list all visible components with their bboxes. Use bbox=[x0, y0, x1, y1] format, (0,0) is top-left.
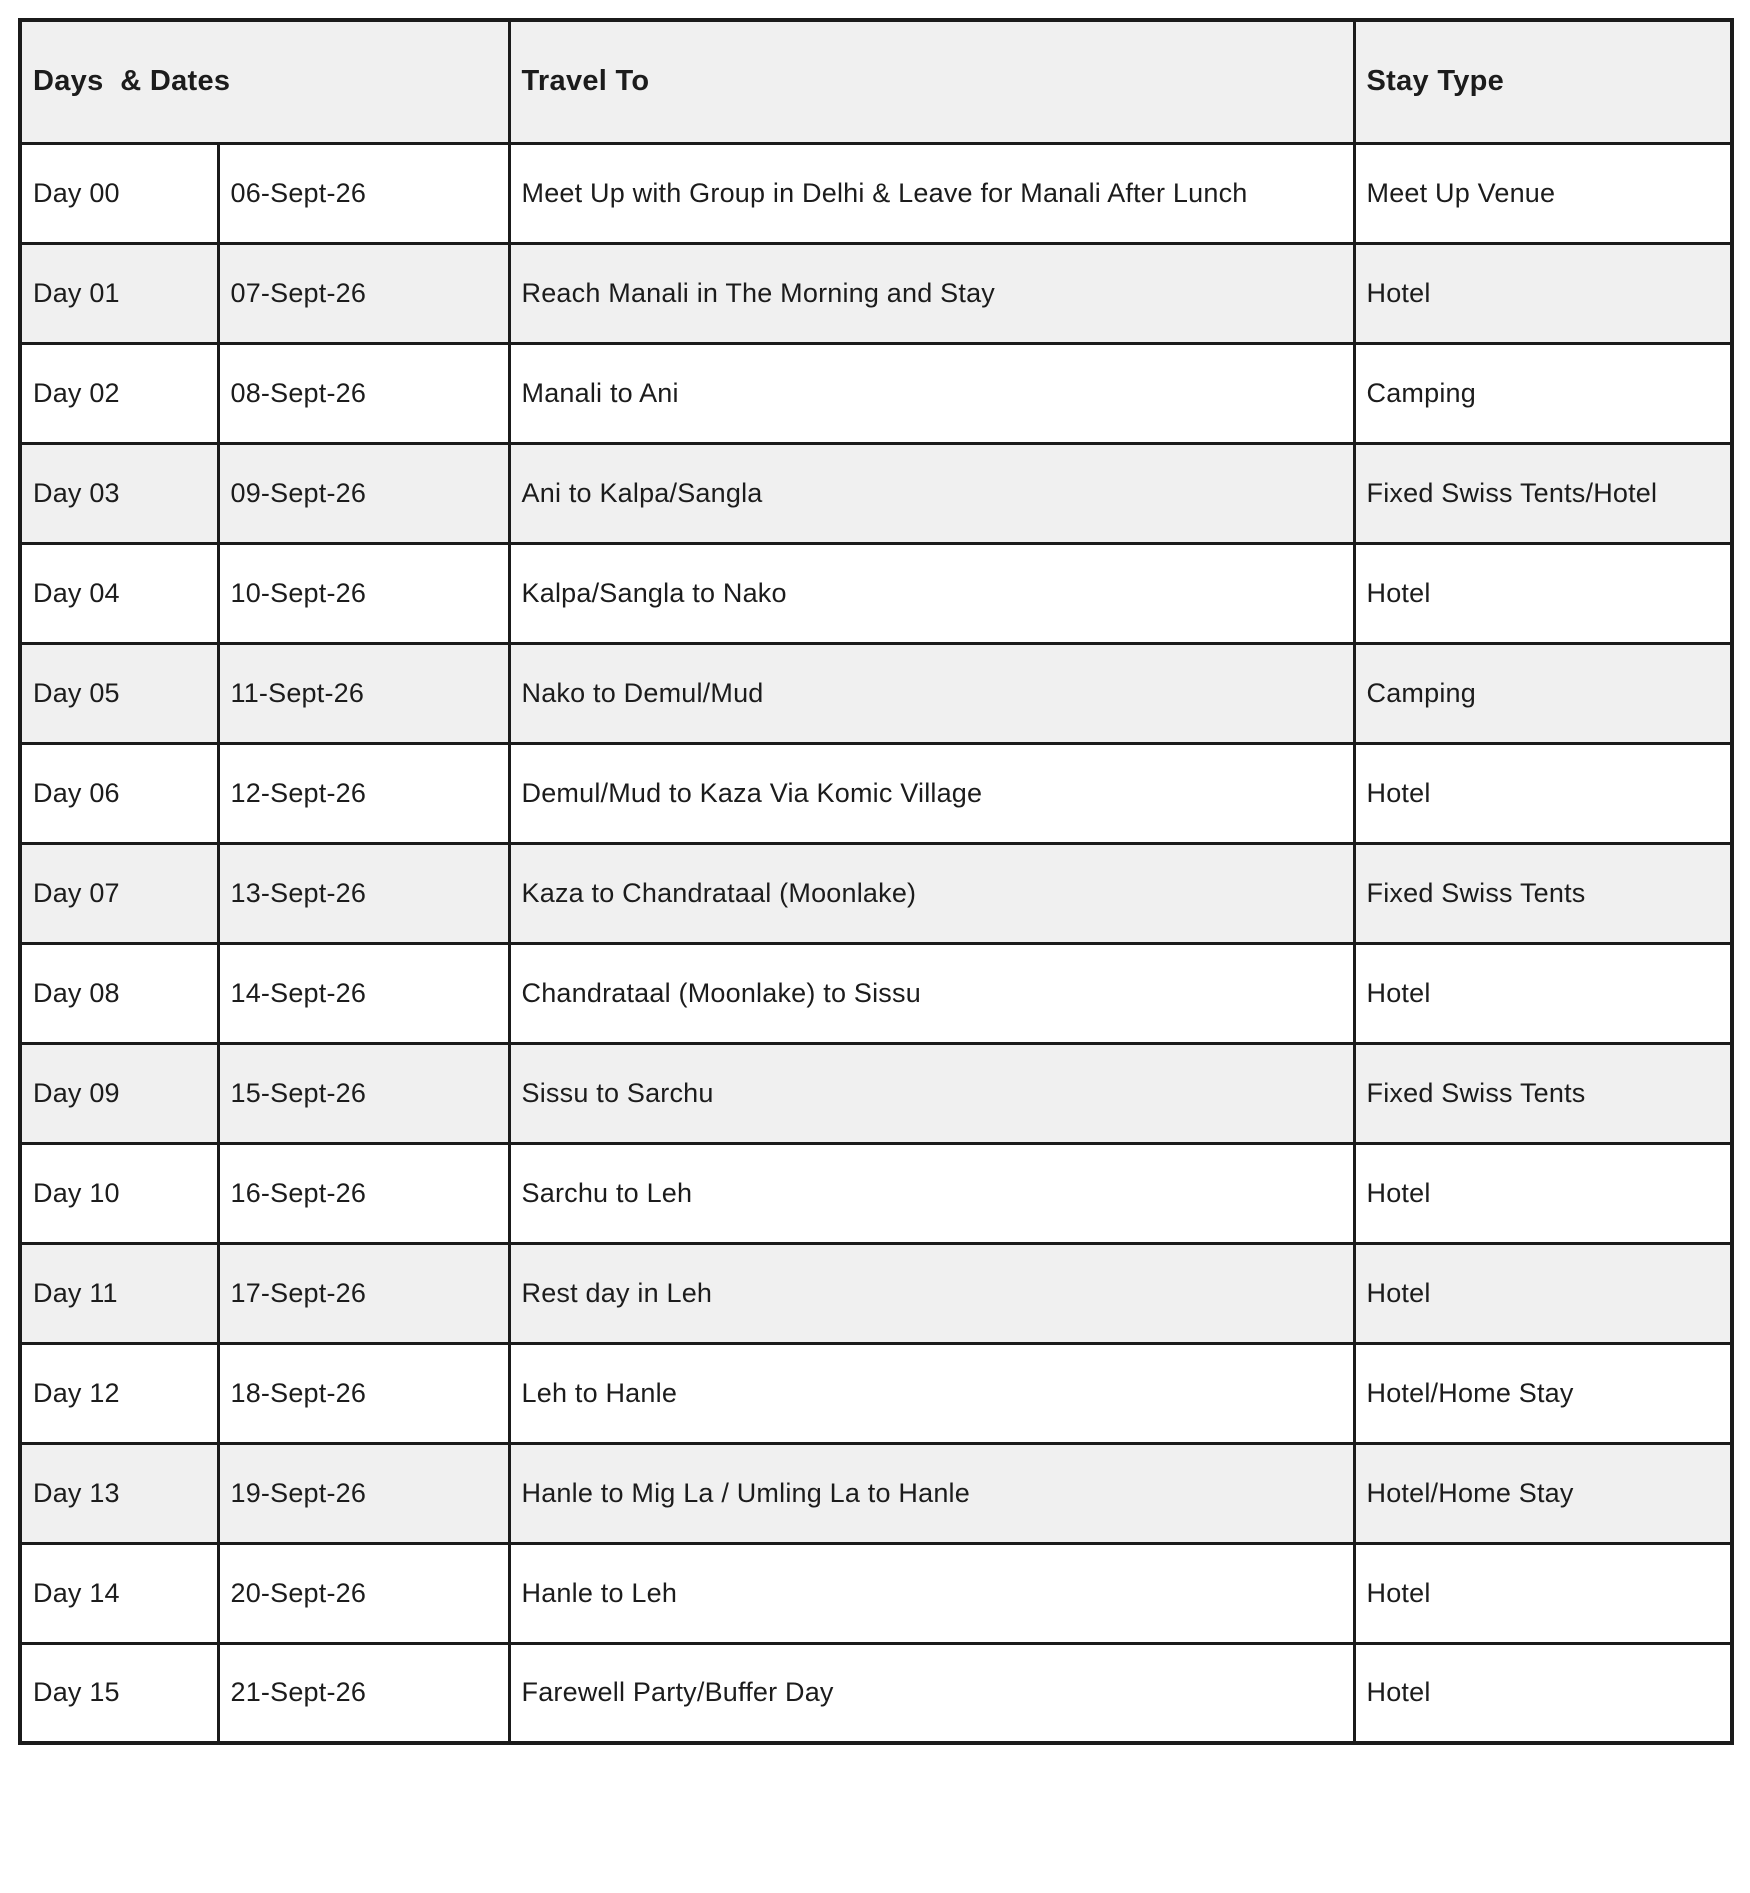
date-cell: 14-Sept-26 bbox=[218, 943, 509, 1043]
table-row bbox=[20, 843, 1732, 943]
date-cell: 19-Sept-26 bbox=[218, 1443, 509, 1543]
day-cell: Day 11 bbox=[20, 1243, 218, 1343]
table-row bbox=[20, 1243, 1732, 1343]
day-cell: Day 06 bbox=[20, 743, 218, 843]
stay-cell: Fixed Swiss Tents bbox=[1354, 843, 1732, 943]
date-cell: 16-Sept-26 bbox=[218, 1143, 509, 1243]
stay-cell: Fixed Swiss Tents bbox=[1354, 1043, 1732, 1143]
date-cell: 20-Sept-26 bbox=[218, 1543, 509, 1643]
stay-cell: Hotel/Home Stay bbox=[1354, 1343, 1732, 1443]
day-cell: Day 04 bbox=[20, 543, 218, 643]
stay-cell: Fixed Swiss Tents/Hotel bbox=[1354, 443, 1732, 543]
travel-cell: Chandrataal (Moonlake) to Sissu bbox=[509, 943, 1354, 1043]
table-row bbox=[20, 243, 1732, 343]
stay-cell: Meet Up Venue bbox=[1354, 143, 1732, 243]
day-cell: Day 08 bbox=[20, 943, 218, 1043]
stay-cell: Hotel bbox=[1354, 1643, 1732, 1743]
travel-cell: Kaza to Chandrataal (Moonlake) bbox=[509, 843, 1354, 943]
travel-cell: Kalpa/Sangla to Nako bbox=[509, 543, 1354, 643]
header-row bbox=[20, 20, 1732, 143]
table-row bbox=[20, 1643, 1732, 1743]
date-cell: 15-Sept-26 bbox=[218, 1043, 509, 1143]
date-cell: 07-Sept-26 bbox=[218, 243, 509, 343]
travel-cell: Manali to Ani bbox=[509, 343, 1354, 443]
stay-cell: Camping bbox=[1354, 343, 1732, 443]
day-cell: Day 02 bbox=[20, 343, 218, 443]
travel-cell: Hanle to Leh bbox=[509, 1543, 1354, 1643]
table-row bbox=[20, 743, 1732, 843]
day-cell: Day 13 bbox=[20, 1443, 218, 1543]
stay-cell: Hotel bbox=[1354, 1243, 1732, 1343]
table-row bbox=[20, 1043, 1732, 1143]
stay-cell: Hotel bbox=[1354, 543, 1732, 643]
table-row bbox=[20, 343, 1732, 443]
stay-cell: Hotel bbox=[1354, 1543, 1732, 1643]
table-row bbox=[20, 443, 1732, 543]
stay-cell: Hotel bbox=[1354, 743, 1732, 843]
day-cell: Day 12 bbox=[20, 1343, 218, 1443]
travel-cell: Meet Up with Group in Delhi & Leave for Manali After Lunch bbox=[509, 143, 1354, 243]
date-cell: 12-Sept-26 bbox=[218, 743, 509, 843]
stay-cell: Hotel bbox=[1354, 243, 1732, 343]
table-row bbox=[20, 1343, 1732, 1443]
date-cell: 10-Sept-26 bbox=[218, 543, 509, 643]
date-cell: 06-Sept-26 bbox=[218, 143, 509, 243]
table-row bbox=[20, 643, 1732, 743]
header-days-dates: Days & Dates bbox=[20, 20, 509, 143]
header-stay-type: Stay Type bbox=[1354, 20, 1732, 143]
day-cell: Day 10 bbox=[20, 1143, 218, 1243]
date-cell: 13-Sept-26 bbox=[218, 843, 509, 943]
itinerary-rows bbox=[20, 143, 1732, 1743]
table-row bbox=[20, 1543, 1732, 1643]
date-cell: 11-Sept-26 bbox=[218, 643, 509, 743]
table-row bbox=[20, 1143, 1732, 1243]
itinerary-table bbox=[18, 18, 1734, 1745]
day-cell: Day 03 bbox=[20, 443, 218, 543]
day-cell: Day 07 bbox=[20, 843, 218, 943]
day-cell: Day 05 bbox=[20, 643, 218, 743]
travel-cell: Ani to Kalpa/Sangla bbox=[509, 443, 1354, 543]
travel-cell: Sarchu to Leh bbox=[509, 1143, 1354, 1243]
table-row bbox=[20, 543, 1732, 643]
date-cell: 09-Sept-26 bbox=[218, 443, 509, 543]
day-cell: Day 09 bbox=[20, 1043, 218, 1143]
date-cell: 21-Sept-26 bbox=[218, 1643, 509, 1743]
table-row bbox=[20, 943, 1732, 1043]
day-cell: Day 15 bbox=[20, 1643, 218, 1743]
stay-cell: Camping bbox=[1354, 643, 1732, 743]
table-row bbox=[20, 1443, 1732, 1543]
travel-cell: Demul/Mud to Kaza Via Komic Village bbox=[509, 743, 1354, 843]
day-cell: Day 00 bbox=[20, 143, 218, 243]
day-cell: Day 14 bbox=[20, 1543, 218, 1643]
stay-cell: Hotel/Home Stay bbox=[1354, 1443, 1732, 1543]
header-travel-to: Travel To bbox=[509, 20, 1354, 143]
stay-cell: Hotel bbox=[1354, 943, 1732, 1043]
travel-cell: Hanle to Mig La / Umling La to Hanle bbox=[509, 1443, 1354, 1543]
day-cell: Day 01 bbox=[20, 243, 218, 343]
travel-cell: Reach Manali in The Morning and Stay bbox=[509, 243, 1354, 343]
travel-cell: Rest day in Leh bbox=[509, 1243, 1354, 1343]
travel-cell: Nako to Demul/Mud bbox=[509, 643, 1354, 743]
table-row bbox=[20, 143, 1732, 243]
date-cell: 18-Sept-26 bbox=[218, 1343, 509, 1443]
travel-cell: Farewell Party/Buffer Day bbox=[509, 1643, 1354, 1743]
stay-cell: Hotel bbox=[1354, 1143, 1732, 1243]
date-cell: 17-Sept-26 bbox=[218, 1243, 509, 1343]
travel-cell: Leh to Hanle bbox=[509, 1343, 1354, 1443]
travel-cell: Sissu to Sarchu bbox=[509, 1043, 1354, 1143]
date-cell: 08-Sept-26 bbox=[218, 343, 509, 443]
